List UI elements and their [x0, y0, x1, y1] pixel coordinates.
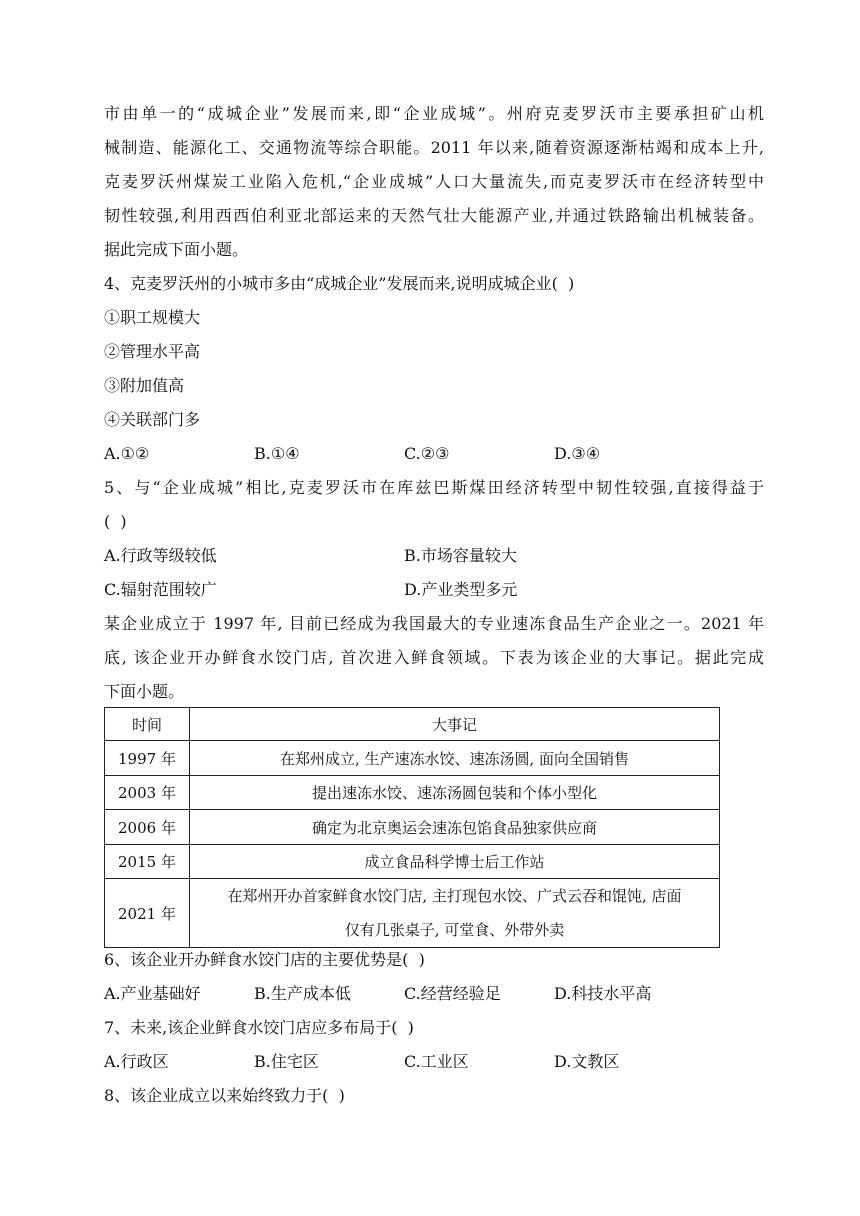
q5-option-c[interactable]: C.辐射范围较广 [104, 580, 217, 599]
table-header-time: 时间 [105, 708, 190, 741]
table-cell-time: 2006 年 [105, 810, 190, 845]
q7-option-d[interactable]: D.文教区 [554, 1052, 620, 1071]
table-cell-event: 在郑州成立, 生产速冻水饺、速冻汤圆, 面向全国销售 [190, 741, 720, 776]
table-header-row [105, 708, 720, 741]
q7-option-b[interactable]: B.住宅区 [254, 1052, 319, 1071]
q5-stem-line-1: 5、与“企业成城”相比,克麦罗沃市在库兹巴斯煤田经济转型中韧性较强,直接得益于 [104, 478, 764, 497]
table-cell-event: 成立食品科学博士后工作站 [190, 845, 720, 879]
passage1-line-2: 械制造、能源化工、交通物流等综合职能。2011 年以来,随着资源逐渐枯竭和成本上升, [104, 138, 764, 157]
q8-stem: 8、该企业成立以来始终致力于( ) [104, 1086, 345, 1105]
q4-item-1: ①职工规模大 [104, 308, 201, 327]
table-cell-time: 2015 年 [105, 845, 190, 879]
table-row [105, 741, 720, 776]
table-row [105, 879, 720, 948]
events-table [104, 707, 720, 948]
q5-option-b[interactable]: B.市场容量较大 [404, 546, 517, 565]
table-row [105, 776, 720, 810]
q6-option-a[interactable]: A.产业基础好 [104, 984, 201, 1003]
q4-item-2: ②管理水平高 [104, 342, 201, 361]
q7-option-a[interactable]: A.行政区 [104, 1052, 169, 1071]
table-row [105, 845, 720, 879]
table-cell-time: 2021 年 [105, 879, 190, 948]
q6-option-c[interactable]: C.经营经验足 [404, 984, 501, 1003]
q4-item-4: ④关联部门多 [104, 410, 201, 429]
q6-stem: 6、该企业开办鲜食水饺门店的主要优势是( ) [104, 950, 425, 969]
table-cell-event [190, 879, 720, 948]
passage2-line-2: 底, 该企业开办鲜食水饺门店, 首次进入鲜食领域。下表为该企业的大事记。据此完成 [104, 648, 764, 667]
q4-option-d[interactable]: D.③④ [554, 444, 601, 463]
q4-stem: 4、克麦罗沃州的小城市多由“成城企业”发展而来,说明成城企业( ) [104, 274, 575, 293]
q7-stem: 7、未来,该企业鲜食水饺门店应多布局于( ) [104, 1018, 414, 1037]
passage2-line-3: 下面小题。 [104, 682, 185, 701]
passage2-line-1: 某企业成立于 1997 年, 目前已经成为我国最大的专业速冻食品生产企业之一。2021 年 [104, 614, 764, 633]
passage1-line-5: 据此完成下面小题。 [104, 240, 249, 259]
q5-stem-line-2: ( ) [104, 512, 127, 531]
q4-option-a[interactable]: A.①② [104, 444, 150, 463]
table-cell-event: 确定为北京奥运会速冻包馅食品独家供应商 [190, 810, 720, 845]
table-cell-time: 2003 年 [105, 776, 190, 810]
table-cell-time: 1997 年 [105, 741, 190, 776]
q5-option-a[interactable]: A.行政等级较低 [104, 546, 217, 565]
q7-option-c[interactable]: C.工业区 [404, 1052, 469, 1071]
table-cell-event-line-2: 仅有几张桌子, 可堂食、外带外卖 [344, 921, 565, 939]
passage1-line-1: 市由单一的“成城企业”发展而来,即“企业成城”。州府克麦罗沃市主要承担矿山机 [104, 104, 764, 123]
q6-option-b[interactable]: B.生产成本低 [254, 984, 351, 1003]
q4-item-3: ③附加值高 [104, 376, 185, 395]
passage1-line-3: 克麦罗沃州煤炭工业陷入危机,“企业成城”人口大量流失,而克麦罗沃市在经济转型中 [104, 172, 764, 191]
table-row [105, 810, 720, 845]
table-cell-event-line-1: 在郑州开办首家鲜食水饺门店, 主打现包水饺、广式云吞和馄饨, 店面 [227, 887, 682, 905]
table-cell-event: 提出速冻水饺、速冻汤圆包装和个体小型化 [190, 776, 720, 810]
passage1-line-4: 韧性较强,利用西西伯利亚北部运来的天然气壮大能源产业,并通过铁路输出机械装备。 [104, 206, 764, 225]
q4-option-b[interactable]: B.①④ [254, 444, 300, 463]
q6-option-d[interactable]: D.科技水平高 [554, 984, 652, 1003]
table-header-event: 大事记 [190, 708, 720, 741]
q4-option-c[interactable]: C.②③ [404, 444, 450, 463]
q5-option-d[interactable]: D.产业类型多元 [404, 580, 518, 599]
